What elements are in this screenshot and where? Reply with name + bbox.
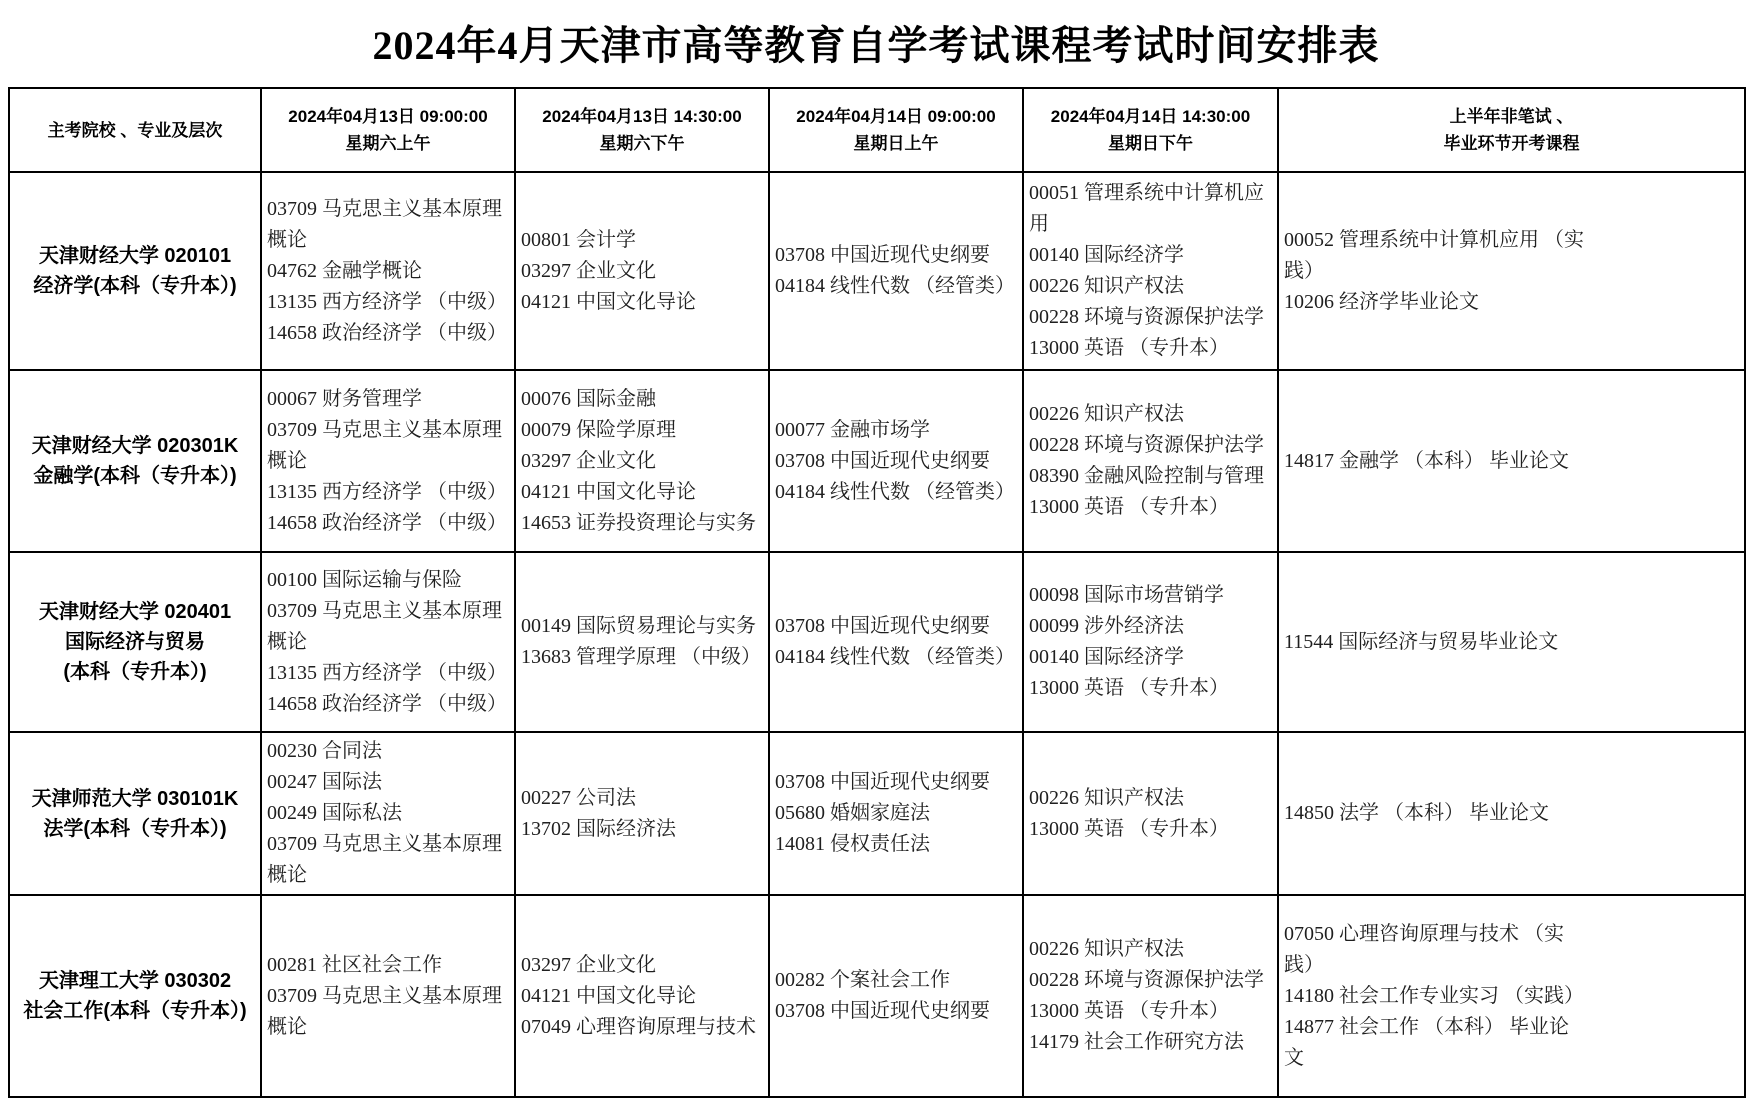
cell-other — [1278, 370, 1745, 552]
course-entry: 03708 中国近现代史纲要 — [775, 244, 990, 266]
cell-sun-am — [769, 895, 1023, 1097]
school-major-cell — [9, 552, 261, 732]
exam-schedule-table — [8, 87, 1746, 1098]
header-line: 星期日上午 — [853, 134, 939, 153]
course-entry: 04184 线性代数 （经管类） — [775, 480, 1015, 503]
course-entry: 00228 环境与资源保护法学 — [1029, 434, 1264, 456]
course-entry: 00051 管理系统中计算机应用 — [1029, 182, 1264, 235]
header-line: 2024年04月14日 09:00:00 — [796, 107, 996, 126]
course-entry: 00098 国际市场营销学 — [1029, 584, 1224, 606]
course-entry: 14081 侵权责任法 — [775, 833, 930, 855]
course-entry: 13702 国际经济法 — [521, 817, 676, 840]
course-entry: 00099 涉外经济法 — [1029, 615, 1184, 637]
school-major-cell — [9, 895, 261, 1097]
school-major-cell — [9, 370, 261, 552]
course-entry: 13135 西方经济学 （中级） — [267, 290, 507, 313]
course-entry: 00226 知识产权法 — [1029, 275, 1184, 297]
course-entry: 00140 国际经济学 — [1029, 646, 1184, 668]
school-major-cell — [9, 732, 261, 895]
school-major-line: 国际经济与贸易 — [65, 631, 205, 653]
column-header-sat-am — [261, 88, 515, 172]
cell-sat-pm — [515, 172, 769, 370]
course-entry: 14658 政治经济学 （中级） — [267, 692, 507, 715]
course-entry: 00077 金融市场学 — [775, 418, 930, 441]
course-entry: 14877 社会工作 （本科） 毕业论文 — [1284, 1015, 1569, 1069]
course-entry: 14653 证券投资理论与实务 — [521, 511, 756, 534]
cell-sat-pm — [515, 895, 769, 1097]
cell-sat-am — [261, 895, 515, 1097]
cell-sat-pm — [515, 732, 769, 895]
course-entry: 13000 英语 （专升本） — [1029, 817, 1229, 840]
course-entry: 13135 西方经济学 （中级） — [267, 661, 507, 684]
course-entry: 00249 国际私法 — [267, 802, 402, 824]
course-entry: 03708 中国近现代史纲要 — [775, 449, 990, 472]
school-major-line: (本科（专升本）) — [63, 661, 207, 683]
table-row — [9, 552, 1745, 732]
cell-sun-am — [769, 552, 1023, 732]
cell-sun-pm — [1023, 895, 1278, 1097]
course-entry: 04184 线性代数 （经管类） — [775, 646, 1015, 668]
course-entry: 11544 国际经济与贸易毕业论文 — [1284, 630, 1559, 653]
cell-sat-am — [261, 370, 515, 552]
cell-sat-am — [261, 172, 515, 370]
course-entry: 04762 金融学概论 — [267, 259, 422, 282]
header-line: 星期六上午 — [345, 134, 431, 153]
course-entry: 14658 政治经济学 （中级） — [267, 321, 507, 344]
school-major-line: 经济学(本科（专升本）) — [33, 275, 237, 297]
course-entry: 00100 国际运输与保险 — [267, 568, 462, 591]
school-major-line: 天津财经大学 020101 — [38, 245, 232, 267]
course-entry: 00067 财务管理学 — [267, 387, 422, 410]
table-row — [9, 732, 1745, 895]
course-entry: 14817 金融学 （本科） 毕业论文 — [1284, 449, 1569, 472]
school-major-line: 社会工作(本科（专升本）) — [23, 1000, 247, 1022]
cell-sun-pm — [1023, 552, 1278, 732]
course-entry: 07050 心理咨询原理与技术 （实践） — [1284, 922, 1564, 976]
course-entry: 03297 企业文化 — [521, 449, 656, 472]
cell-sun-pm — [1023, 732, 1278, 895]
school-major-line: 天津财经大学 020401 — [38, 601, 232, 623]
cell-sun-am — [769, 732, 1023, 895]
header-line: 星期日下午 — [1108, 134, 1193, 153]
school-major-line: 法学(本科（专升本）) — [43, 817, 227, 840]
course-entry: 13000 英语 （专升本） — [1029, 496, 1229, 518]
course-entry: 03708 中国近现代史纲要 — [775, 771, 990, 793]
table-row — [9, 895, 1745, 1097]
header-row — [9, 88, 1745, 172]
header-line: 上半年非笔试 、 — [1449, 107, 1574, 126]
page-title: 2024年4月天津市高等教育自学考试课程考试时间安排表 — [372, 23, 1380, 68]
cell-sun-am — [769, 370, 1023, 552]
header-line: 主考院校 、专业及层次 — [47, 120, 223, 140]
cell-other — [1278, 552, 1745, 732]
course-entry: 14180 社会工作专业实习 （实践） — [1284, 984, 1584, 1007]
course-entry: 03709 马克思主义基本原理概论 — [267, 418, 502, 472]
cell-sun-pm — [1023, 370, 1278, 552]
course-entry: 03709 马克思主义基本原理概论 — [267, 599, 502, 653]
course-entry: 00230 合同法 — [267, 740, 382, 762]
school-major-line: 天津理工大学 030302 — [38, 970, 232, 992]
column-header-sun-am — [769, 88, 1023, 172]
header-line: 星期六下午 — [599, 134, 685, 153]
course-entry: 00228 环境与资源保护法学 — [1029, 969, 1264, 991]
cell-sat-am — [261, 732, 515, 895]
cell-sun-pm — [1023, 172, 1278, 370]
cell-sat-am — [261, 552, 515, 732]
course-entry: 04184 线性代数 （经管类） — [775, 275, 1015, 297]
cell-sat-pm — [515, 552, 769, 732]
course-entry: 10206 经济学毕业论文 — [1284, 290, 1479, 313]
course-entry: 00247 国际法 — [267, 771, 382, 793]
course-entry: 03297 企业文化 — [521, 953, 656, 976]
course-entry: 00228 环境与资源保护法学 — [1029, 306, 1264, 328]
course-entry: 00227 公司法 — [521, 786, 636, 809]
table-row — [9, 370, 1745, 552]
course-entry: 14179 社会工作研究方法 — [1029, 1031, 1244, 1053]
cell-sun-am — [769, 172, 1023, 370]
cell-other — [1278, 895, 1745, 1097]
course-entry: 00140 国际经济学 — [1029, 244, 1184, 266]
course-entry: 14850 法学 （本科） 毕业论文 — [1284, 802, 1549, 824]
exam-schedule-body — [9, 172, 1745, 1097]
header-line: 2024年04月13日 09:00:00 — [288, 107, 488, 126]
column-header-sun-pm — [1023, 88, 1278, 172]
course-entry: 03708 中国近现代史纲要 — [775, 1000, 990, 1022]
course-entry: 13135 西方经济学 （中级） — [267, 480, 507, 503]
header-line: 毕业环节开考课程 — [1443, 134, 1580, 153]
school-major-cell — [9, 172, 261, 370]
course-entry: 04121 中国文化导论 — [521, 984, 696, 1007]
course-entry: 00076 国际金融 — [521, 387, 656, 410]
table-row — [9, 172, 1745, 370]
course-entry: 03709 马克思主义基本原理概论 — [267, 197, 502, 251]
course-entry: 13683 管理学原理 （中级） — [521, 646, 761, 668]
course-entry: 00281 社区社会工作 — [267, 953, 442, 976]
course-entry: 03709 马克思主义基本原理概论 — [267, 984, 502, 1038]
course-entry: 03709 马克思主义基本原理概论 — [267, 833, 502, 886]
school-major-line: 天津财经大学 020301K — [31, 435, 239, 457]
course-entry: 00282 个案社会工作 — [775, 969, 950, 991]
course-entry: 13000 英语 （专升本） — [1029, 337, 1229, 359]
course-entry: 00226 知识产权法 — [1029, 938, 1184, 960]
course-entry: 07049 心理咨询原理与技术 — [521, 1015, 756, 1038]
course-entry: 00149 国际贸易理论与实务 — [521, 615, 756, 637]
school-major-line: 金融学(本科（专升本）) — [33, 465, 237, 487]
cell-other — [1278, 732, 1745, 895]
course-entry: 14658 政治经济学 （中级） — [267, 511, 507, 534]
course-entry: 00079 保险学原理 — [521, 418, 676, 441]
school-major-line: 天津师范大学 030101K — [31, 787, 239, 810]
course-entry: 13000 英语 （专升本） — [1029, 677, 1229, 699]
cell-sat-pm — [515, 370, 769, 552]
course-entry: 03297 企业文化 — [521, 259, 656, 282]
column-header-other — [1278, 88, 1745, 172]
table-header — [9, 88, 1745, 172]
header-line: 2024年04月13日 14:30:00 — [542, 107, 742, 126]
column-header-sat-pm — [515, 88, 769, 172]
course-entry: 03708 中国近现代史纲要 — [775, 615, 990, 637]
header-line: 2024年04月14日 14:30:00 — [1050, 107, 1251, 126]
course-entry: 05680 婚姻家庭法 — [775, 802, 930, 824]
course-entry: 00801 会计学 — [521, 228, 636, 251]
course-entry: 00052 管理系统中计算机应用 （实践） — [1284, 228, 1584, 282]
course-entry: 13000 英语 （专升本） — [1029, 1000, 1229, 1022]
course-entry: 08390 金融风险控制与管理 — [1029, 465, 1264, 487]
course-entry: 00226 知识产权法 — [1029, 403, 1184, 425]
cell-other — [1278, 172, 1745, 370]
course-entry: 00226 知识产权法 — [1029, 786, 1184, 809]
course-entry: 04121 中国文化导论 — [521, 480, 696, 503]
column-header-school — [9, 88, 261, 172]
course-entry: 04121 中国文化导论 — [521, 290, 696, 313]
